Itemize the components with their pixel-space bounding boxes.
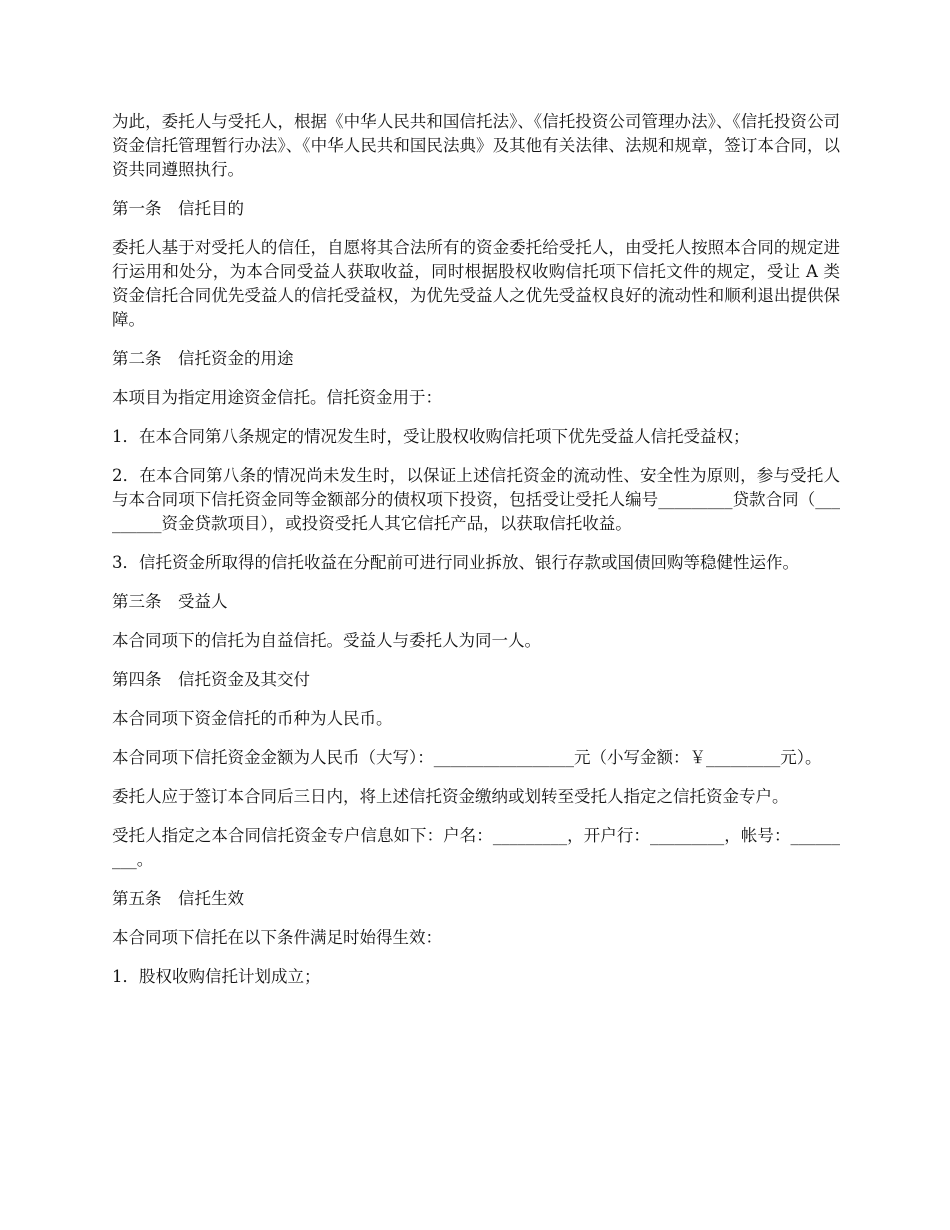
- article-2-item-1: 1．在本合同第八条规定的情况发生时，受让股权收购信托项下优先受益人信托受益权；: [112, 427, 750, 446]
- article-2-intro: 本项目为指定用途资金信托。信托资金用于：: [112, 388, 442, 407]
- article-4-deposit: 委托人应于签订本合同后三日内，将上述信托资金缴纳或划转至受托人指定之信托资金专户。: [112, 787, 789, 806]
- article-4-amount: 本合同项下信托资金金额为人民币（大写）：_________________元（小写金额：￥_________元）。: [112, 748, 822, 767]
- article-5-intro: 本合同项下信托在以下条件满足时始得生效：: [112, 928, 442, 947]
- article-3-heading: 第三条 受益人: [112, 592, 228, 611]
- article-2-heading: 第二条 信托资金的用途: [112, 349, 294, 368]
- paragraph-preamble: 为此，委托人与受托人，根据《中华人民共和国信托法》、《信托投资公司管理办法》、《信托投资公司资金信托管理暂行办法》、《中华人民共和国民法典》及其他有关法律、法规和规章，签订本合同，以资共同遵照执行。: [112, 112, 840, 179]
- article-1-heading: 第一条 信托目的: [112, 199, 244, 218]
- article-4-heading: 第四条 信托资金及其交付: [112, 670, 310, 689]
- article-4-currency: 本合同项下资金信托的币种为人民币。: [112, 709, 393, 728]
- article-2-item-3: 3．信托资金所取得的信托收益在分配前可进行同业拆放、银行存款或国债回购等稳健性运作。: [112, 553, 799, 572]
- article-1-paragraph: 委托人基于对受托人的信任，自愿将其合法所有的资金委托给受托人，由受托人按照本合同的规定进行运用和处分，为本合同受益人获取收益，同时根据股权收购信托项下信托文件的规定，受让 A 类资金信托合同优先受益人的信托受益权，为优先受益人之优先受益权良好的流动性和顺利退出提供保障。: [112, 238, 840, 329]
- document-page: [112, 110, 840, 1004]
- article-4-account-info: 受托人指定之本合同信托资金专户信息如下：户名：_________，开户行：_________，帐号：_________。: [112, 826, 840, 869]
- article-3-paragraph: 本合同项下的信托为自益信托。受益人与委托人为同一人。: [112, 631, 541, 650]
- article-2-item-2: 2．在本合同第八条的情况尚未发生时，以保证上述信托资金的流动性、安全性为原则，参与受托人与本合同项下信托资金同等金额部分的债权项下投资，包括受让受托人编号_________贷款合同（_________资金贷款项目），或投资受托人其它信托产品，以获取信托收益。: [112, 466, 840, 533]
- article-5-item-1: 1．股权收购信托计划成立；: [112, 967, 321, 986]
- article-5-heading: 第五条 信托生效: [112, 889, 244, 908]
